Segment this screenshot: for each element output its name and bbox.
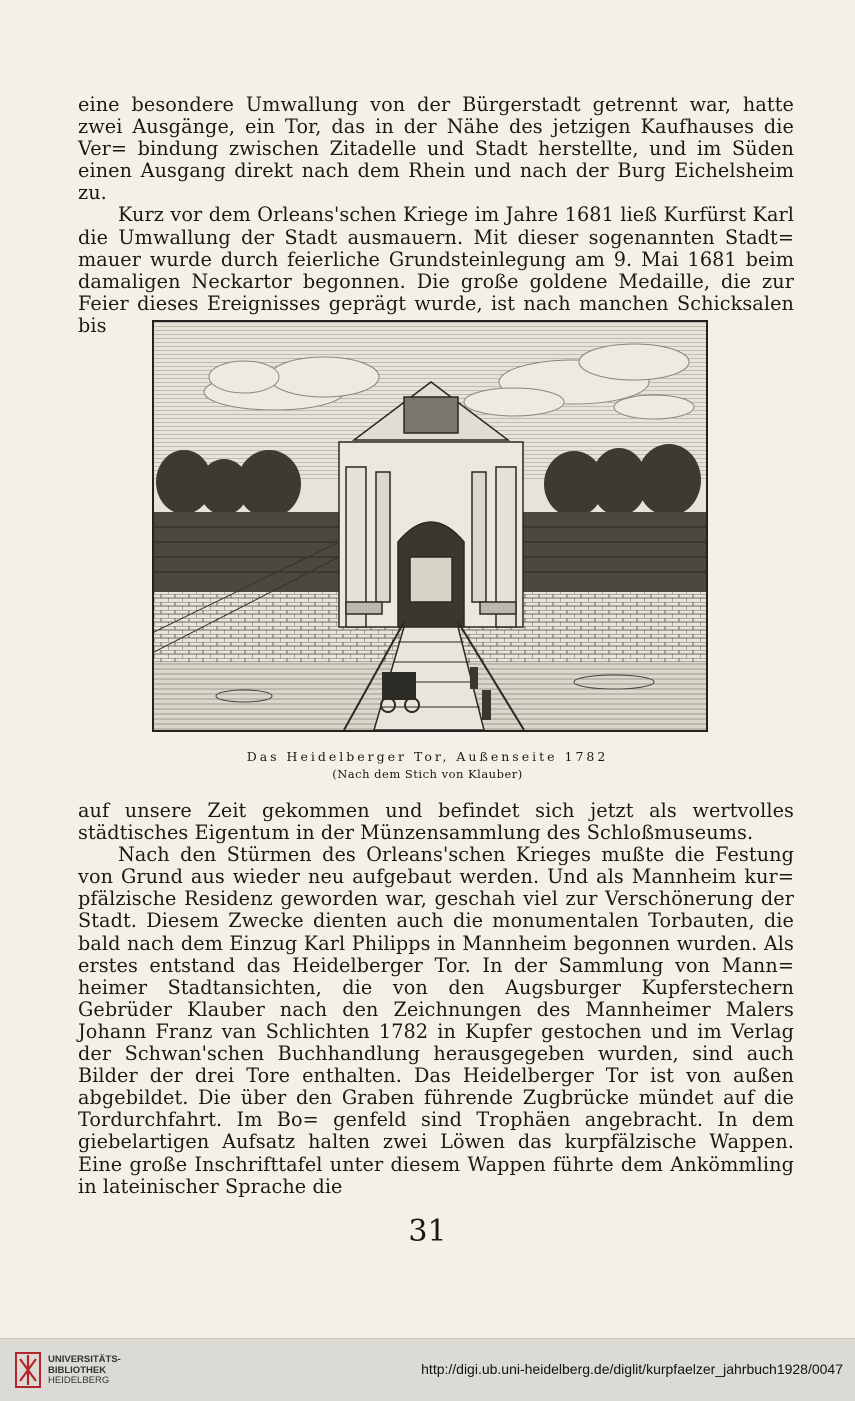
paragraph: auf unsere Zeit gekommen und befindet sich jetzt als wertvolles städtisches Eigentum in der Münzensammlung des Schloßmuseums.: [78, 799, 794, 845]
paragraph: Kurz vor dem Orleans'schen Kriege im Jahre 1681 ließ Kurfürst Karl die Umwallung der Stadt ausmauern. Mit dieser sogenannten Stadt= mauer wurde durch feierliche Grundsteinlegung am 9. Mai 1681 beim damaligen Neckartor begonnen. Die große goldene Medaille, die zur Feier dieses Ereignisses geprägt wurde, ist nach manchen Schicksalen bis: [78, 203, 794, 337]
viewer-footer: [0, 1338, 855, 1401]
university-logo-icon: [14, 1349, 42, 1391]
library-name: [48, 1355, 121, 1387]
text-block-top: [78, 94, 794, 337]
library-line: BIBLIOTHEK: [48, 1364, 107, 1376]
paragraph: Nach den Stürmen des Orleans'schen Krieges mußte die Festung von Grund aus wieder neu aufgebaut werden. Und als Mannheim kur= pfälzische Residenz geworden war, geschah viel zur Verschönerung der Stadt. Diesem Zwecke dienten auch die monumentalen Torbauten, die bald nach dem Einzug Karl Philipps in Mannheim begonnen wurden. Als erstes entstand das Heidelberger Tor. In der Sammlung von Mann= heimer Stadtansichten, die von den Augsburger Kupferstechern Gebrüder Klauber nach den Zeichnungen des Mannheimer Malers Johann Franz van Schlichten 1782 in Kupfer gestochen und im Verlag der Schwan'schen Buchhandlung herausgegeben wurden, sind auch Bilder der drei Tore enthalten. Das Heidelberger Tor ist von außen abgebildet. Die über den Graben führende Zugbrücke mündet auf die Tordurchfahrt. Im Bo= genfeld sind Trophäen angebracht. In dem giebelartigen Aufsatz halten zwei Löwen das kurpfälzische Wappen. Eine große Inschrifttafel unter diesem Wappen führte dem Ankömmling in lateinischer Sprache die: [78, 843, 794, 1198]
figure-caption: Das Heidelberger Tor, Außenseite 1782: [246, 749, 609, 764]
library-line: HEIDELBERG: [48, 1375, 110, 1386]
text-block-bottom: [78, 800, 794, 1198]
library-line: UNIVERSITÄTS-: [48, 1354, 121, 1365]
figure-credit: (Nach dem Stich von Klauber): [332, 767, 523, 781]
paragraph: eine besondere Umwallung von der Bürgerstadt getrennt war, hatte zwei Ausgänge, ein Tor, das in der Nähe des jetzigen Kaufhauses die Ver= bindung zwischen Zitadelle und Stadt herstellte, und im Süden einen Ausgang direkt nach dem Rhein und nach der Burg Eichelsheim zu.: [78, 93, 794, 205]
engraving-illustration: [152, 320, 708, 732]
permalink-url[interactable]: http://digi.ub.uni-heidelberg.de/diglit/kurpfaelzer_jahrbuch1928/0047: [421, 1361, 843, 1377]
heidelberger-tor-engraving: [154, 322, 706, 730]
page-number: 31: [408, 1214, 447, 1249]
